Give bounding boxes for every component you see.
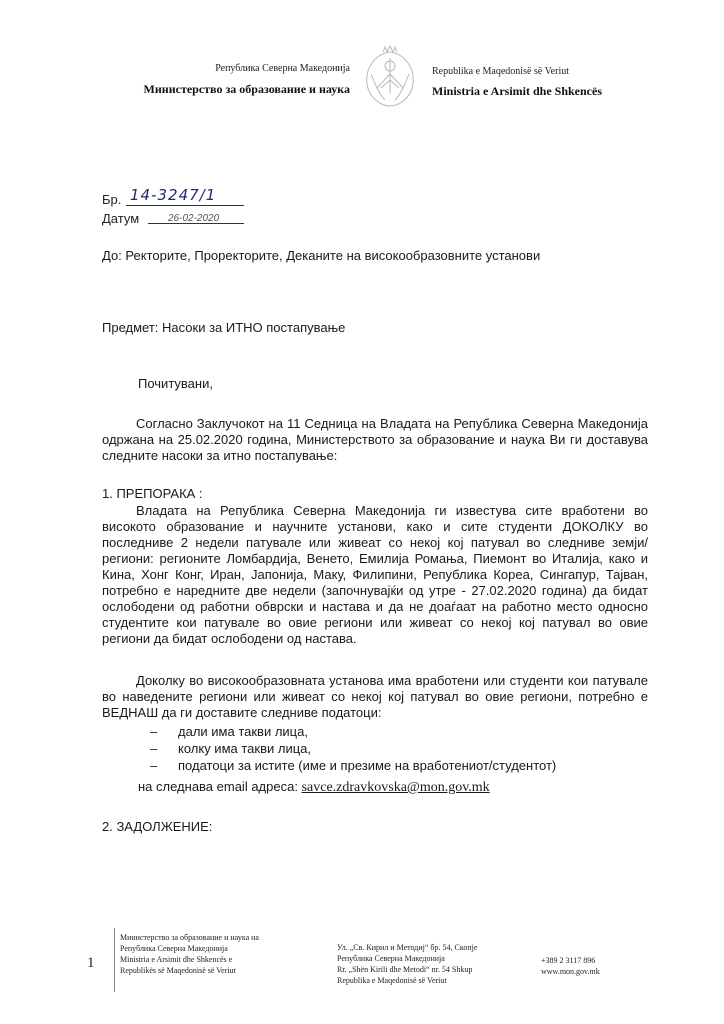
footer-website[interactable]: www.mon.gov.mk [541, 967, 600, 976]
coat-of-arms-emblem [355, 44, 425, 114]
list-item: – дали има такви лица, [150, 724, 308, 739]
reference-number-line [126, 205, 244, 206]
footer-ministry-column [120, 932, 330, 976]
header-ministry-mk: Министерство за образование и наука [143, 82, 350, 96]
footer-line: Rr. „Shën Kirili dhe Metodi“ nr. 54 Shkup [337, 965, 473, 974]
footer-phone: +389 2 3117 896 [541, 956, 596, 965]
footer-address-column [337, 942, 537, 986]
email-prefix: на следнава email адреса: [138, 779, 298, 794]
reference-date-label: Датум [102, 211, 140, 226]
bullet-text: податоци за истите (име и презиме на вработениот/студентот) [178, 758, 557, 773]
subject-line: Предмет: Насоки за ИТНО постапување [102, 320, 346, 335]
list-item: – податоци за истите (име и презиме на вработениот/студентот) [150, 758, 557, 773]
section1-paragraph1: Владата на Република Северна Македонија ги известува сите вработени во високото образование и научните установи, како и сите студенти ДОКОЛКУ во последниве 2 недели патувале или живеат со некој кој патувал во следниве земји/региони: регионите Ломбардија, Венето, Емилија Ромања, Пиемонт во Италија, како и Кина, Хонг Конг, Иран, Јапонија, Маку, Филипини, Република Кореа, Сингапур, Тајван, потребно е наредните две недели (започнувајќи од утре - 27.02.2020 година) да бидат ослободени од работни обврски и настава и да не доаѓаат на работно место односно студентите кои патувале во овие региони или живеат со некој кој патувал во овие региони да бидат ослободени од настава. [102, 503, 648, 646]
reference-date-value: 26-02-2020 [168, 213, 220, 224]
footer-contact-column [541, 955, 661, 977]
footer-line: Republika e Maqedonisë së Veriut [337, 976, 447, 985]
section1-bullet-list [150, 724, 650, 775]
header-ministry-al: Ministria e Arsimit dhe Shkencës [432, 84, 602, 98]
footer-line: Република Северна Македонија [120, 944, 228, 953]
intro-paragraph: Согласно Заклучокот на 11 Седница на Владата на Република Северна Македонија одржана на 25.02.2020 година, Министерството за образование и наука Ви ги доставува следните насоки за итно постапување: [102, 416, 648, 463]
footer-line: Република Северна Македонија [337, 954, 445, 963]
header-country-mk: Република Северна Македонија [215, 63, 350, 74]
greeting: Почитувани, [138, 376, 213, 391]
email-link[interactable]: savce.zdravkovska@mon.gov.mk [301, 780, 490, 795]
footer-divider [114, 928, 115, 992]
bullet-text: колку има такви лица, [178, 741, 311, 756]
header-country-al: Republika e Maqedonisë së Veriut [432, 66, 570, 77]
footer-line: Ул. „Св. Кирил и Методиј“ бр. 54, Скопје [337, 943, 478, 952]
recipients-line: До: Ректорите, Проректорите, Деканите на високообразовните установи [102, 248, 541, 263]
bullet-text: дали има такви лица, [178, 724, 308, 739]
section2-heading: 2. ЗАДОЛЖЕНИЕ: [102, 819, 213, 834]
reference-number-label: Бр. [102, 192, 122, 207]
section1-paragraph2: Доколку во високообразовната установа има вработени или студенти кои патувале во наведените региони или живеат со некој кој патувал во овие региони, потребно е ВЕДНАШ да ги доставите следниве податоци: [102, 673, 648, 720]
footer-line: Ministria e Arsimit dhe Shkencës e [120, 955, 233, 964]
email-line [138, 779, 490, 796]
footer-line: Republikës së Maqedonisë së Veriut [120, 966, 236, 975]
page-number: 1 [87, 955, 95, 971]
list-item: – колку има такви лица, [150, 741, 311, 756]
section1-heading: 1. ПРЕПОРАКА : [102, 486, 203, 501]
reference-number-value: 14-3247/1 [130, 186, 217, 204]
footer-line: Министерство за образование и наука на [120, 933, 259, 942]
